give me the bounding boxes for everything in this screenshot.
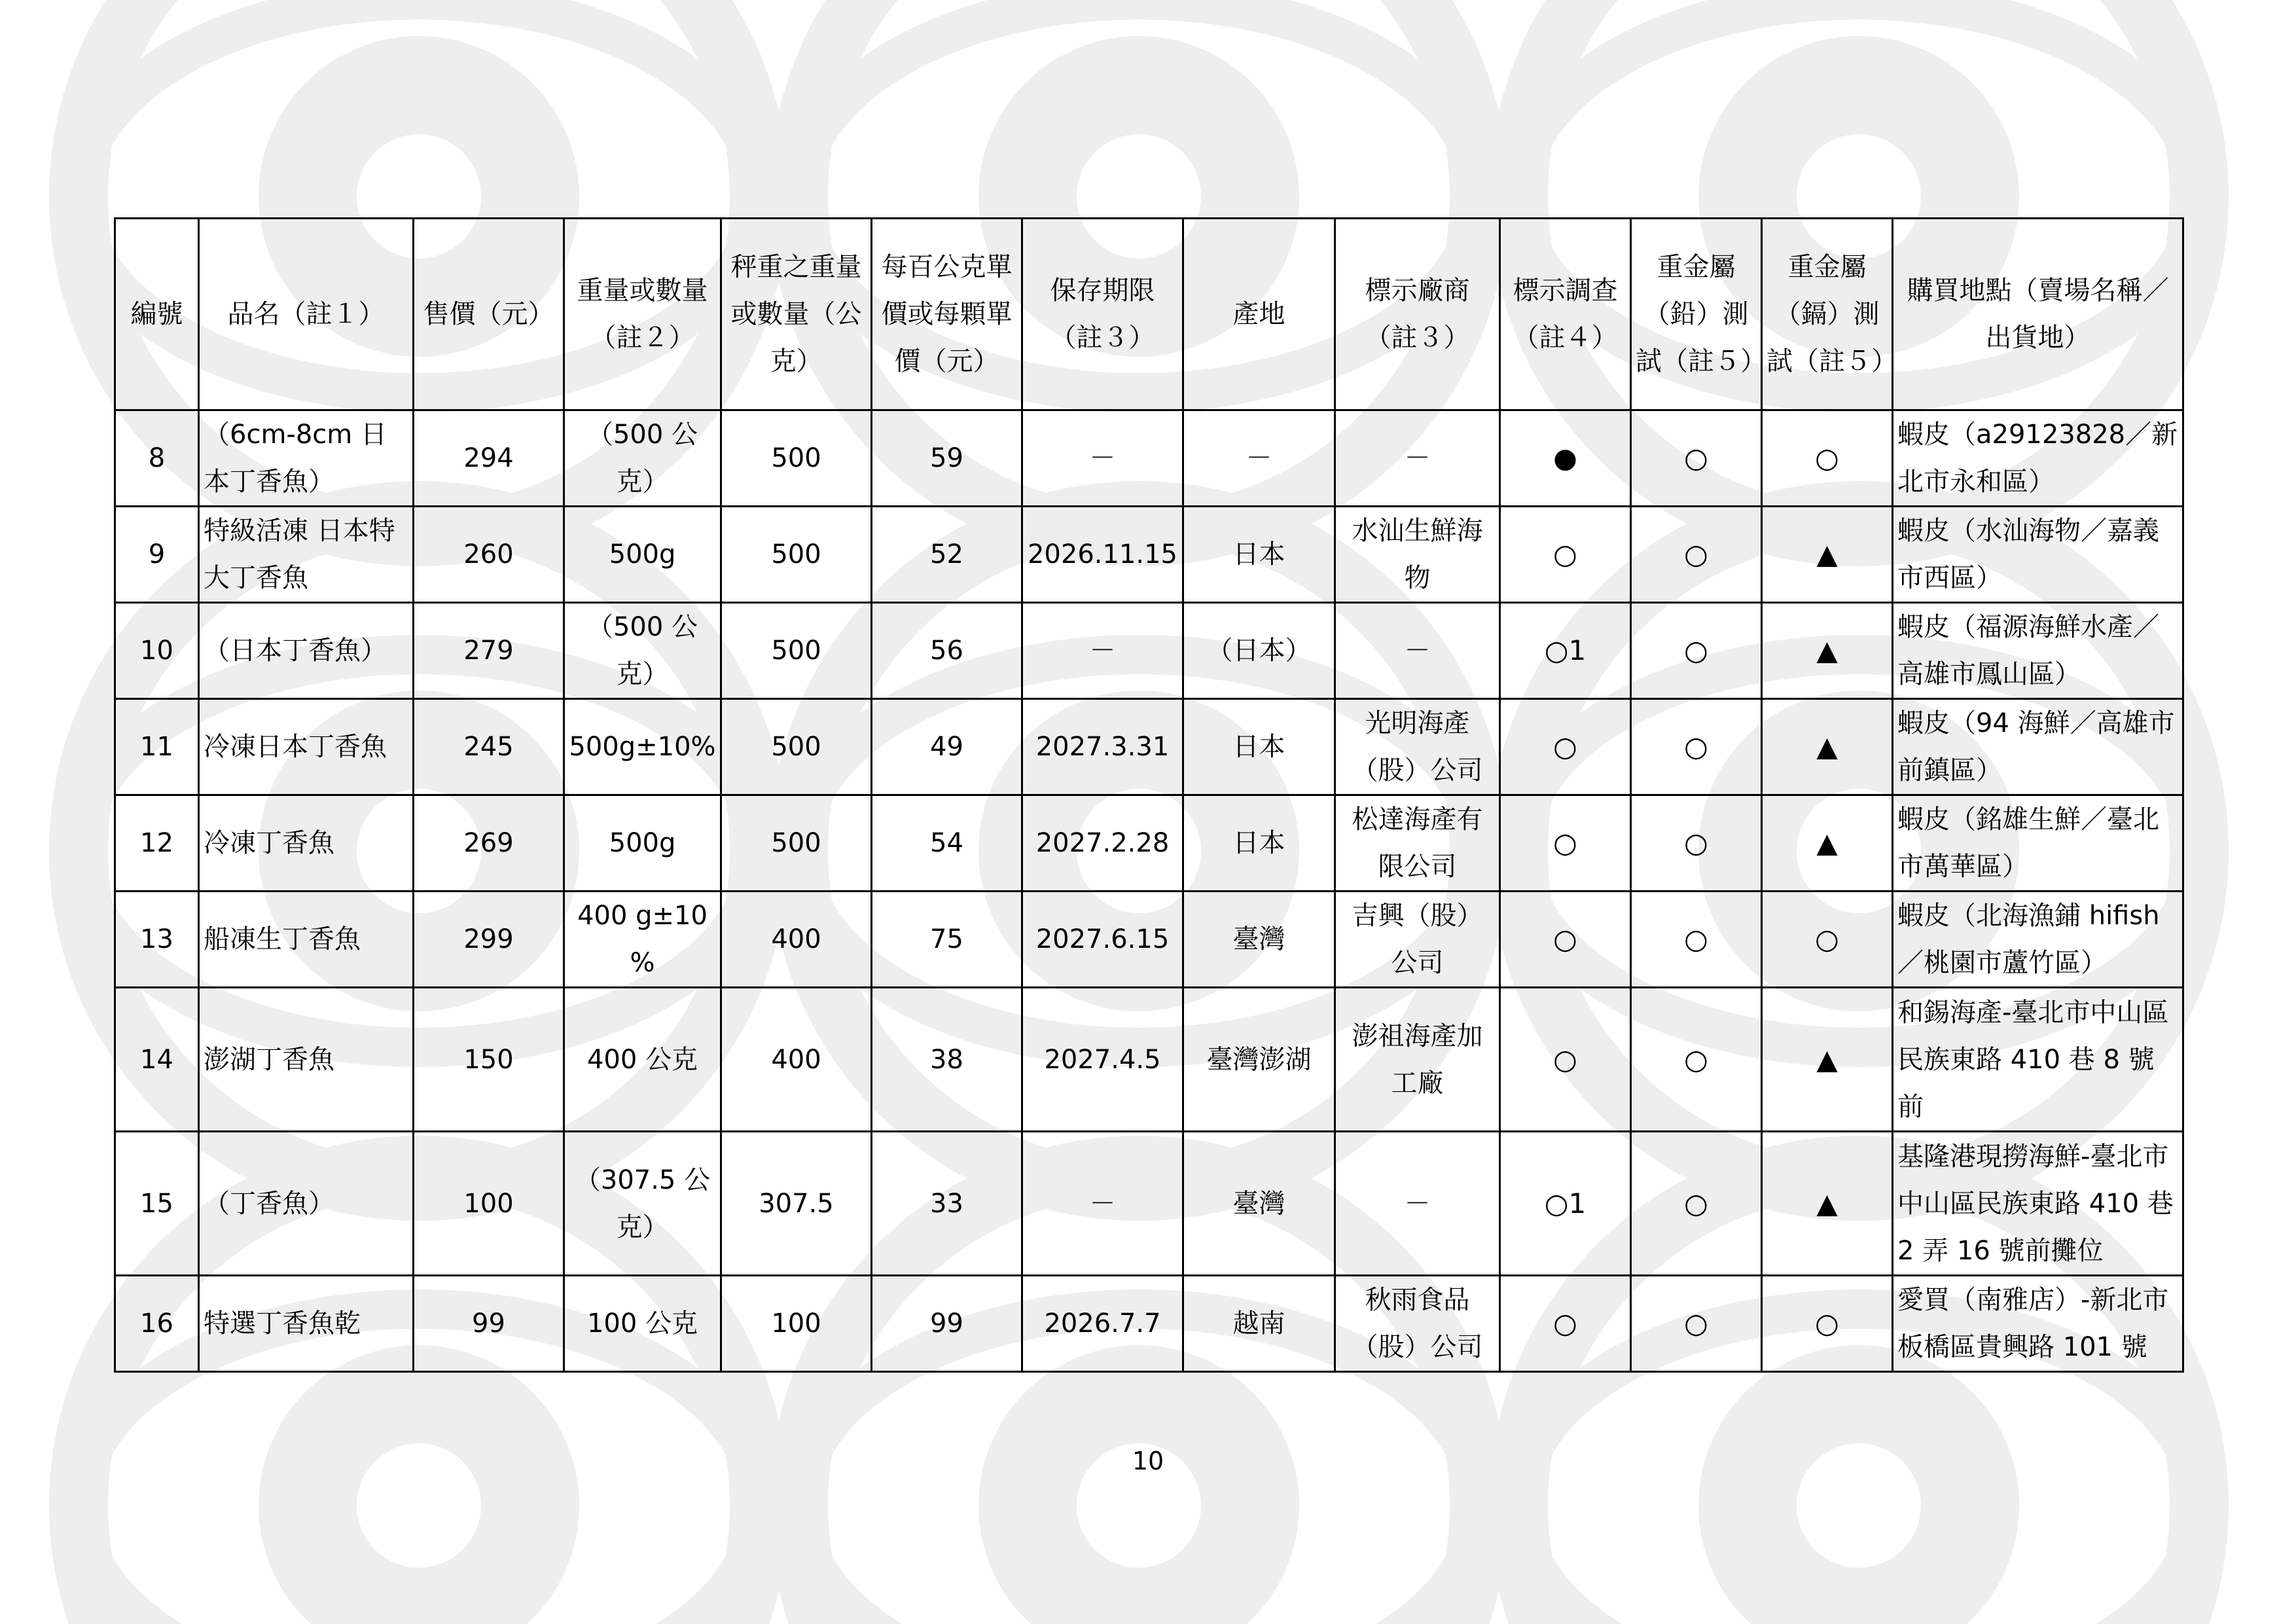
table-cell: 500: [721, 795, 872, 892]
table-cell: ○: [1631, 1276, 1762, 1372]
table-cell: 400 g±10 %: [564, 892, 721, 988]
table-cell: ○: [1762, 892, 1893, 988]
table-cell: 2027.6.15: [1022, 892, 1183, 988]
table-cell: 澎祖海產加工廠: [1335, 988, 1500, 1132]
table-cell: 15: [115, 1132, 199, 1276]
table-cell: ▲: [1762, 988, 1893, 1132]
column-header: 品名（註１）: [199, 219, 414, 410]
table-cell: （丁香魚）: [199, 1132, 414, 1276]
table-row: [115, 410, 2183, 507]
table-cell: 2026.11.15: [1022, 507, 1183, 603]
table-cell: 245: [414, 699, 564, 795]
table-cell: 蝦皮（水汕海物／嘉義市西區）: [1893, 507, 2183, 603]
table-cell: 冷凍丁香魚: [199, 795, 414, 892]
table-body: [115, 410, 2183, 1372]
table-cell: 13: [115, 892, 199, 988]
table-cell: ○: [1631, 795, 1762, 892]
column-header: 標示廠商（註３）: [1335, 219, 1500, 410]
table-cell: 蝦皮（北海漁鋪 hifish／桃園市蘆竹區）: [1893, 892, 2183, 988]
column-header: 重金屬（鎘）測試（註５）: [1762, 219, 1893, 410]
column-header: 每百公克單價或每顆單價（元）: [872, 219, 1022, 410]
table-cell: ▲: [1762, 603, 1893, 699]
table-cell: ▲: [1762, 507, 1893, 603]
table-cell: ○: [1631, 699, 1762, 795]
table-cell: －: [1022, 603, 1183, 699]
table-cell: 269: [414, 795, 564, 892]
table-cell: 100 公克: [564, 1276, 721, 1372]
table-cell: 500: [721, 603, 872, 699]
table-cell: 光明海產（股）公司: [1335, 699, 1500, 795]
table-cell: 船凍生丁香魚: [199, 892, 414, 988]
table-cell: 294: [414, 410, 564, 507]
table-cell: ○: [1500, 988, 1631, 1132]
table-cell: 33: [872, 1132, 1022, 1276]
table-cell: 500g±10%: [564, 699, 721, 795]
table-cell: 9: [115, 507, 199, 603]
table-cell: 蝦皮（94 海鮮／高雄市前鎮區）: [1893, 699, 2183, 795]
table-cell: 特級活凍 日本特大丁香魚: [199, 507, 414, 603]
table-row: [115, 699, 2183, 795]
table-cell: 2027.4.5: [1022, 988, 1183, 1132]
table-cell: 2027.2.28: [1022, 795, 1183, 892]
table-cell: ○: [1500, 795, 1631, 892]
table-cell: 日本: [1183, 795, 1335, 892]
column-header: 產地: [1183, 219, 1335, 410]
report-table-container: [114, 217, 2182, 1373]
table-cell: 99: [414, 1276, 564, 1372]
table-cell: 秋雨食品（股）公司: [1335, 1276, 1500, 1372]
table-cell: 500g: [564, 507, 721, 603]
table-cell: 16: [115, 1276, 199, 1372]
table-row: [115, 988, 2183, 1132]
table-cell: 日本: [1183, 507, 1335, 603]
table-cell: （日本丁香魚）: [199, 603, 414, 699]
table-cell: 400: [721, 892, 872, 988]
table-cell: －: [1183, 410, 1335, 507]
table-cell: 2026.7.7: [1022, 1276, 1183, 1372]
table-cell: 臺灣: [1183, 1132, 1335, 1276]
table-cell: 500: [721, 507, 872, 603]
table-cell: 500: [721, 410, 872, 507]
table-cell: 400 公克: [564, 988, 721, 1132]
table-cell: ○: [1500, 699, 1631, 795]
column-header: 重金屬（鉛）測試（註５）: [1631, 219, 1762, 410]
table-cell: 松達海產有限公司: [1335, 795, 1500, 892]
table-cell: ○: [1631, 603, 1762, 699]
table-cell: （6cm-8cm 日本丁香魚）: [199, 410, 414, 507]
table-cell: 38: [872, 988, 1022, 1132]
column-header: 標示調查（註４）: [1500, 219, 1631, 410]
table-cell: 150: [414, 988, 564, 1132]
table-row: [115, 1276, 2183, 1372]
table-cell: 臺灣: [1183, 892, 1335, 988]
table-cell: 水汕生鮮海物: [1335, 507, 1500, 603]
table-cell: （500 公克）: [564, 410, 721, 507]
table-cell: （307.5 公克）: [564, 1132, 721, 1276]
table-cell: 蝦皮（a29123828／新北市永和區）: [1893, 410, 2183, 507]
table-cell: （500 公克）: [564, 603, 721, 699]
table-cell: ▲: [1762, 795, 1893, 892]
table-cell: 100: [721, 1276, 872, 1372]
table-row: [115, 795, 2183, 892]
table-cell: ○: [1500, 507, 1631, 603]
column-header: 購買地點（賣場名稱／出貨地）: [1893, 219, 2183, 410]
table-cell: 蝦皮（銘雄生鮮／臺北市萬華區）: [1893, 795, 2183, 892]
table-cell: 基隆港現撈海鮮-臺北市中山區民族東路 410 巷 2 弄 16 號前攤位: [1893, 1132, 2183, 1276]
table-cell: 11: [115, 699, 199, 795]
table-cell: 澎湖丁香魚: [199, 988, 414, 1132]
table-cell: 299: [414, 892, 564, 988]
table-cell: 307.5: [721, 1132, 872, 1276]
table-cell: 56: [872, 603, 1022, 699]
table-cell: 260: [414, 507, 564, 603]
table-cell: 279: [414, 603, 564, 699]
table-cell: －: [1022, 410, 1183, 507]
table-cell: ▲: [1762, 1132, 1893, 1276]
table-cell: 59: [872, 410, 1022, 507]
column-header: 重量或數量（註２）: [564, 219, 721, 410]
table-cell: ○1: [1500, 603, 1631, 699]
watermark-core: [308, 1394, 530, 1617]
table-cell: ○: [1500, 892, 1631, 988]
table-cell: －: [1022, 1132, 1183, 1276]
table-cell: 54: [872, 795, 1022, 892]
table-cell: 52: [872, 507, 1022, 603]
table-cell: －: [1335, 1132, 1500, 1276]
table-row: [115, 892, 2183, 988]
table-cell: ○: [1631, 892, 1762, 988]
table-row: [115, 1132, 2183, 1276]
table-row: [115, 603, 2183, 699]
table-cell: 49: [872, 699, 1022, 795]
table-cell: 2027.3.31: [1022, 699, 1183, 795]
table-cell: －: [1335, 410, 1500, 507]
table-cell: 12: [115, 795, 199, 892]
table-cell: 400: [721, 988, 872, 1132]
table-cell: 14: [115, 988, 199, 1132]
table-cell: 99: [872, 1276, 1022, 1372]
table-cell: 日本: [1183, 699, 1335, 795]
column-header: 秤重之重量或數量（公克）: [721, 219, 872, 410]
table-cell: ○: [1631, 507, 1762, 603]
table-cell: ○: [1500, 1276, 1631, 1372]
table-cell: ▲: [1762, 699, 1893, 795]
page-number: 10: [1132, 1447, 1164, 1475]
column-header: 編號: [115, 219, 199, 410]
table-cell: ○: [1762, 1276, 1893, 1372]
table-cell: 冷凍日本丁香魚: [199, 699, 414, 795]
table-cell: 愛買（南雅店）-新北市板橋區貴興路 101 號: [1893, 1276, 2183, 1372]
table-cell: 75: [872, 892, 1022, 988]
watermark-core: [1748, 1394, 1970, 1617]
header-row: [115, 219, 2183, 410]
table-row: [115, 507, 2183, 603]
table-cell: 越南: [1183, 1276, 1335, 1372]
watermark-core: [1028, 1394, 1250, 1617]
table-cell: 吉興（股）公司: [1335, 892, 1500, 988]
product-survey-table: [114, 217, 2184, 1373]
table-cell: （日本）: [1183, 603, 1335, 699]
table-cell: ○: [1631, 988, 1762, 1132]
table-cell: ○: [1762, 410, 1893, 507]
table-cell: ○: [1631, 410, 1762, 507]
table-cell: 500g: [564, 795, 721, 892]
table-cell: ●: [1500, 410, 1631, 507]
table-cell: 500: [721, 699, 872, 795]
table-cell: 和錫海產-臺北市中山區民族東路 410 巷 8 號前: [1893, 988, 2183, 1132]
table-cell: 100: [414, 1132, 564, 1276]
table-cell: ○: [1631, 1132, 1762, 1276]
table-header: [115, 219, 2183, 410]
table-cell: 10: [115, 603, 199, 699]
column-header: 保存期限（註３）: [1022, 219, 1183, 410]
column-header: 售價（元）: [414, 219, 564, 410]
table-cell: －: [1335, 603, 1500, 699]
table-cell: 8: [115, 410, 199, 507]
table-cell: 特選丁香魚乾: [199, 1276, 414, 1372]
table-cell: 蝦皮（福源海鮮水產／高雄市鳳山區）: [1893, 603, 2183, 699]
table-cell: ○1: [1500, 1132, 1631, 1276]
table-cell: 臺灣澎湖: [1183, 988, 1335, 1132]
